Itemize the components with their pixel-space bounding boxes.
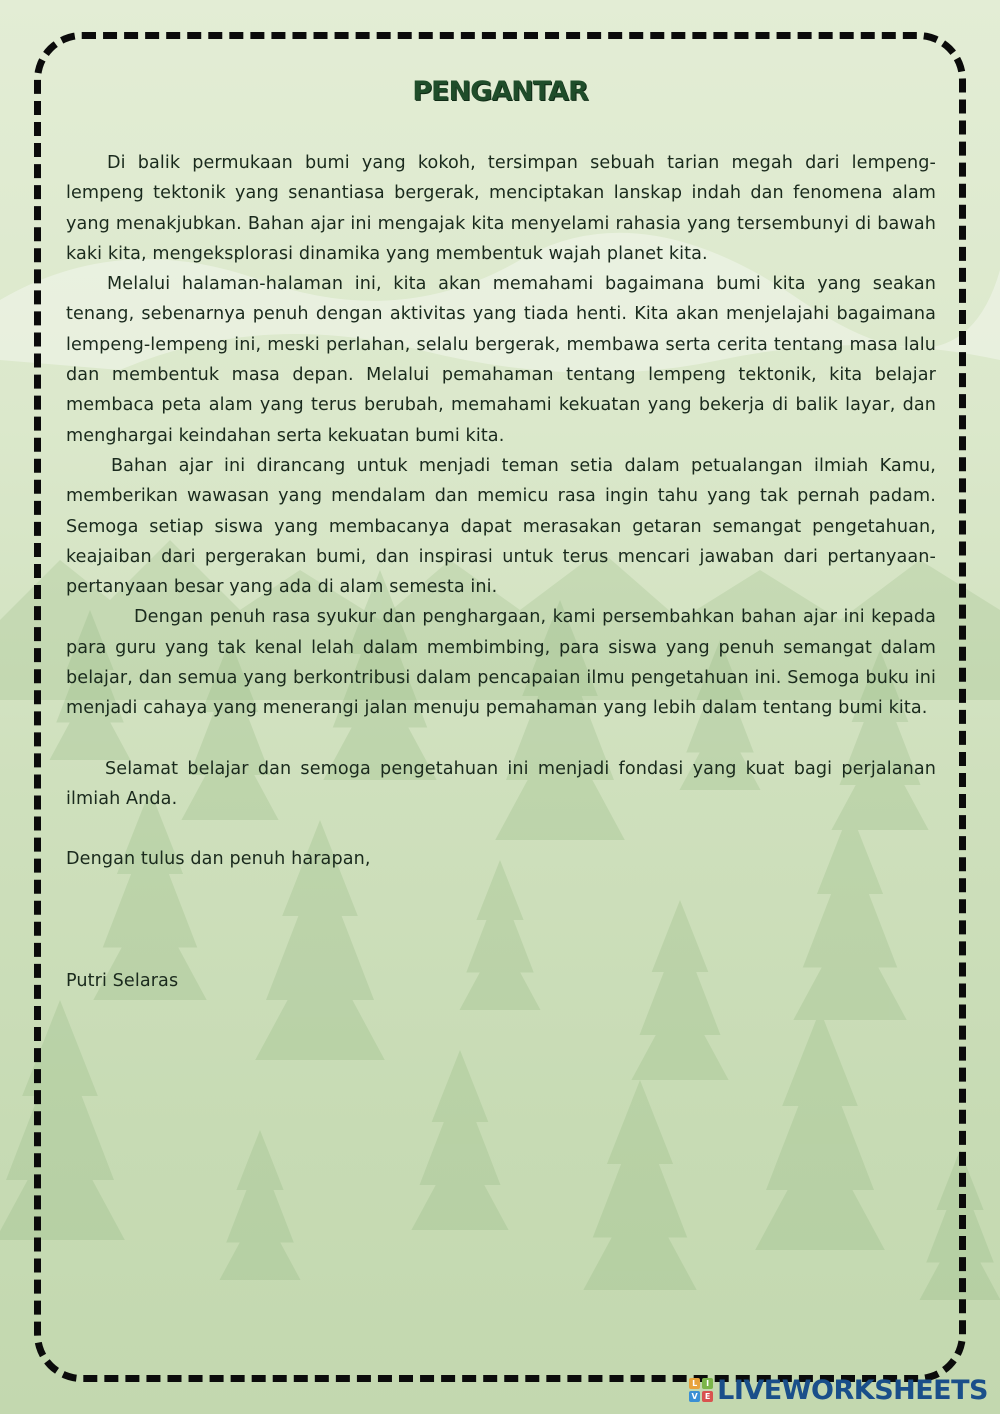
paragraph-5: Selamat belajar dan semoga pengetahuan ini menjadi fondasi yang kuat bagi perjalanan ilmiah Anda. <box>66 758 936 809</box>
liveworksheets-watermark <box>689 1372 988 1408</box>
logo-letter-l: L <box>689 1378 700 1389</box>
signature: Putri Selaras <box>66 970 179 991</box>
logo-letter-i: I <box>702 1378 713 1389</box>
liveworksheets-logo-icon <box>689 1378 713 1402</box>
paragraph-4: Dengan penuh rasa syukur dan penghargaan, kami persembahkan bahan ajar ini kepada para guru yang tak kenal lelah dalam membimbing, para siswa yang penuh semangat dalam belajar, dan semua yang berkontribusi dalam pencapaian ilmu pengetahuan ini. Semoga buku ini menjadi cahaya yang menerangi jalan menuju pemahaman yang lebih dalam tentang bumi kita. <box>66 607 936 719</box>
document-body <box>66 148 936 996</box>
logo-letter-e: E <box>702 1391 713 1402</box>
closing-line: Dengan tulus dan penuh harapan, <box>66 849 371 870</box>
paragraph-2: Melalui halaman-halaman ini, kita akan memahami bagaimana bumi kita yang seakan tenang, sebenarnya penuh dengan aktivitas yang tiada henti. Kita akan menjelajahi bagaimana lempeng-lempeng ini, meski perlahan, selalu bergerak, membawa serta cerita tentang masa lalu dan membentuk masa depan. Melalui pemahaman tentang lempeng tektonik, kita belajar membaca peta alam yang terus berubah, memahami kekuatan yang bekerja di balik layar, dan menghargai keindahan serta kekuatan bumi kita. <box>66 274 936 446</box>
logo-letter-v: V <box>689 1391 700 1402</box>
liveworksheets-text: LIVEWORKSHEETS <box>717 1374 988 1406</box>
paragraph-3: Bahan ajar ini dirancang untuk menjadi teman setia dalam petualangan ilmiah Kamu, memberikan wawasan yang mendalam dan memicu rasa ingin tahu yang tak pernah padam. Semoga setiap siswa yang membacanya dapat merasakan getaran semangat pengetahuan, keajaiban dari pergerakan bumi, dan inspirasi untuk terus mencari jawaban dari pertanyaan-pertanyaan besar yang ada di alam semesta ini. <box>66 455 936 598</box>
paragraph-1: Di balik permukaan bumi yang kokoh, tersimpan sebuah tarian megah dari lempeng-lempeng tektonik yang senantiasa bergerak, menciptakan lanskap indah dan fenomena alam yang menakjubkan. Bahan ajar ini mengajak kita menyelami rahasia yang tersembunyi di bawah kaki kita, mengeksplorasi dinamika yang membentuk wajah planet kita. <box>66 153 936 264</box>
page-title: PENGANTAR <box>412 76 588 107</box>
